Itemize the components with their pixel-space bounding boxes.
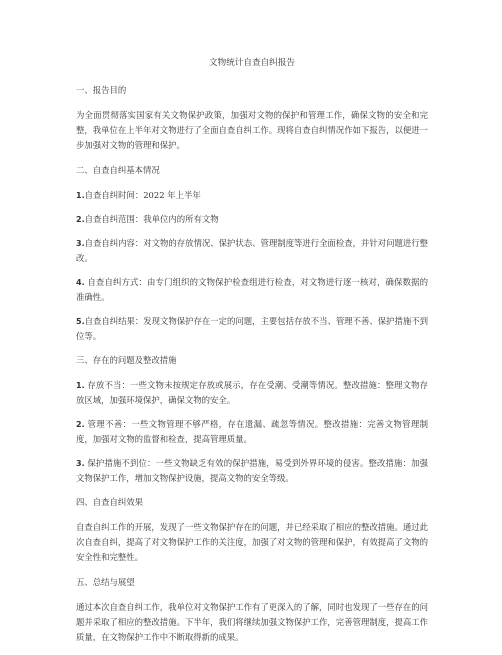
item-number: 2. <box>76 420 85 429</box>
item-text: 自查自纠结果：发现文物保护存在一定的问题，主要包括存放不当、管理不善、保护措施不到位等。 <box>76 316 428 341</box>
list-item <box>76 212 428 227</box>
section-heading-purpose: 一、报告目的 <box>76 85 127 95</box>
list-item <box>76 378 428 408</box>
item-text: 自查自纠范围：我单位内的所有文物 <box>84 214 219 224</box>
item-number: 2. <box>76 215 85 224</box>
section-heading-effect: 四、自查自纠效果 <box>76 497 143 507</box>
item-text: 自查自纠方式：由专门组织的文物保护检查组进行检查，对文物进行逐一核对，确保数据的准确性。 <box>76 277 428 302</box>
section-heading-summary: 五、总结与展望 <box>76 577 135 587</box>
item-text: 自查自纠内容：对文物的存放情况、保护状态、管理制度等进行全面检查，并针对问题进行整改。 <box>76 238 428 263</box>
item-number: 1. <box>76 381 85 390</box>
section-paragraph-effect: 自查自纠工作的开展，发现了一些文物保护存在的问题，并已经采取了相应的整改措施。通过此次自查自纠，提高了对文物保护工作的关注度，加强了对文物的管理和保护，有效提高了文物的安全性和完整性。 <box>76 522 428 562</box>
item-number: 3. <box>76 239 85 248</box>
list-item <box>76 188 428 203</box>
item-number: 4. <box>76 278 85 287</box>
document-page <box>76 56 428 655</box>
list-item <box>76 236 428 266</box>
item-text: 保护措施不到位：一些文物缺乏有效的保护措施，易受到外界环境的侵害。整改措施：加强文物保护工作，增加文物保护设施，提高文物的安全等级。 <box>76 458 428 483</box>
section-paragraph-summary: 通过本次自查自纠工作，我单位对文物保护工作有了更深入的了解，同时也发现了一些存在的问题并采取了相应的整改措施。下半年，我们将继续加强文物保护工作，完善管理制度，提高工作质量，在文物保护工作中不断取得新的成果。 <box>76 602 428 642</box>
list-item <box>76 456 428 486</box>
item-text: 存放不当：一些文物未按规定存放或展示，存在受潮、受潮等情况。整改措施：整理文物存放区域，加强环境保护，确保文物的安全。 <box>76 380 428 405</box>
item-text: 管理不善：一些文物管理不够严格，存在遗漏、疏忽等情况。整改措施：完善文物管理制度，加强对文物的监督和检查，提高管理质量。 <box>76 419 428 444</box>
document-title: 文物统计自查自纠报告 <box>209 58 295 68</box>
item-number: 3. <box>76 459 85 468</box>
item-text: 自查自纠时间：2022 年上半年 <box>84 190 201 200</box>
section-heading-problems: 三、存在的问题及整改措施 <box>76 355 177 365</box>
section-heading-basic-info: 二、自查自纠基本情况 <box>76 165 160 175</box>
section-paragraph-purpose: 为全面贯彻落实国家有关文物保护政策，加强对文物的保护和管理工作，确保文物的安全和完整，我单位在上半年对文物进行了全面自查自纠工作。现将自查自纠情况作如下报告，以便进一步加强对文物的管理和保护。 <box>76 110 428 150</box>
item-number: 1. <box>76 191 85 200</box>
item-number: 5. <box>76 317 85 326</box>
list-item <box>76 275 428 305</box>
list-item <box>76 417 428 447</box>
list-item <box>76 314 428 344</box>
